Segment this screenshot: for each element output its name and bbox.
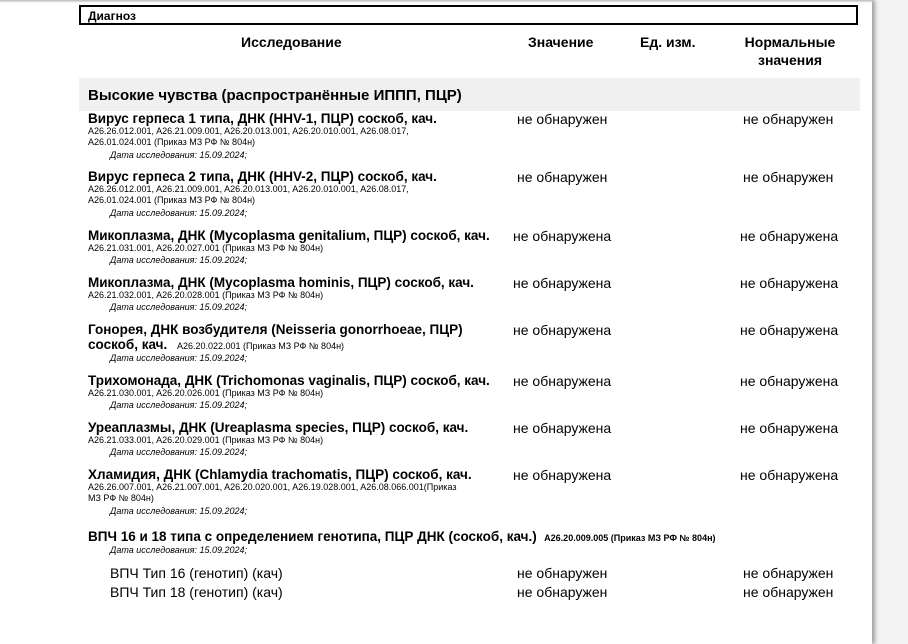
header-normal [734, 33, 846, 69]
test-normal: не обнаружена [740, 420, 839, 436]
test-name: Микоплазма, ДНК (Mycoplasma hominis, ПЦР) соскоб, кач. [88, 275, 474, 290]
header-value: Значение [528, 34, 594, 50]
test-value: не обнаружена [513, 228, 612, 244]
test-codes-cont: A26.01.024.001 (Приказ МЗ РФ № 804н) [88, 195, 256, 205]
test-date: Дата исследования: 15.09.2024; [110, 302, 248, 312]
header-study: Исследование [241, 34, 342, 50]
test-value: не обнаружена [513, 322, 612, 338]
test-normal: не обнаружена [740, 467, 839, 483]
header-unit: Ед. изм. [640, 34, 696, 50]
header-normal-line2: значения [758, 52, 822, 68]
test-codes: A26.21.033.001, A26.20.029.001 (Приказ МЗ РФ № 804н) [88, 435, 324, 445]
test-name: Вирус герпеса 1 типа, ДНК (HHV-1, ПЦР) соскоб, кач. [88, 111, 437, 126]
test-name-cont: соскоб, кач. [88, 337, 168, 352]
test-codes: A26.26.007.001, A26.21.007.001, A26.20.020.001, A26.19.028.001, A26.08.066.001(Приказ [88, 482, 457, 492]
hpv-subtest-value: не обнаружен [517, 565, 608, 581]
hpv-subtest-normal: не обнаружен [743, 565, 834, 581]
test-name: Трихомонада, ДНК (Trichomonas vaginalis, ПЦР) соскоб, кач. [88, 373, 490, 388]
test-codes: A26.21.030.001, A26.20.026.001 (Приказ МЗ РФ № 804н) [88, 388, 324, 398]
test-normal: не обнаружен [743, 169, 834, 185]
test-normal: не обнаружена [740, 228, 839, 244]
test-date: Дата исследования: 15.09.2024; [110, 447, 248, 457]
hpv-header [88, 528, 716, 546]
test-value: не обнаружена [513, 467, 612, 483]
test-value: не обнаружена [513, 420, 612, 436]
hpv-date: Дата исследования: 15.09.2024; [110, 545, 248, 555]
header-normal-line1: Нормальные [744, 34, 836, 50]
test-normal: не обнаружена [740, 275, 839, 291]
test-codes: A26.26.012.001, A26.21.009.001, A26.20.013.001, A26.20.010.001, A26.08.017, [88, 184, 409, 194]
hpv-subtest-name: ВПЧ Тип 16 (генотип) (кач) [110, 565, 283, 581]
test-codes: A26.26.012.001, A26.21.009.001, A26.20.013.001, A26.20.010.001, A26.08.017, [88, 126, 409, 136]
hpv-subtest-name: ВПЧ Тип 18 (генотип) (кач) [110, 584, 283, 600]
section-header [79, 78, 860, 111]
hpv-subtest-value: не обнаружен [517, 584, 608, 600]
test-date: Дата исследования: 15.09.2024; [110, 353, 248, 363]
test-codes-cont: A26.01.024.001 (Приказ МЗ РФ № 804н) [88, 137, 256, 147]
test-value: не обнаружен [517, 111, 608, 127]
section-title: Высокие чувства (распространённые ИППП, ПЦР) [88, 87, 462, 104]
test-date: Дата исследования: 15.09.2024; [110, 208, 248, 218]
test-normal: не обнаружена [740, 373, 839, 389]
test-value: не обнаружена [513, 275, 612, 291]
test-date: Дата исследования: 15.09.2024; [110, 400, 248, 410]
page-top-edge [0, 0, 872, 3]
test-date: Дата исследования: 15.09.2024; [110, 150, 248, 160]
test-name: Микоплазма, ДНК (Mycoplasma genitalium, ПЦР) соскоб, кач. [88, 228, 490, 243]
hpv-subtest-normal: не обнаружен [743, 584, 834, 600]
test-name: Уреаплазмы, ДНК (Ureaplasma species, ПЦР) соскоб, кач. [88, 420, 469, 435]
test-codes: A26.21.031.001, A26.20.027.001 (Приказ МЗ РФ № 804н) [88, 243, 324, 253]
test-normal: не обнаружена [740, 322, 839, 338]
test-codes: A26.20.022.001 (Приказ МЗ РФ № 804н) [177, 341, 345, 351]
diagnosis-label: Диагноз [88, 9, 136, 23]
test-normal: не обнаружен [743, 111, 834, 127]
test-name: Вирус герпеса 2 типа, ДНК (HHV-2, ПЦР) соскоб, кач. [88, 169, 437, 184]
diagnosis-box [79, 5, 858, 25]
test-codes-cont: МЗ РФ № 804н) [88, 493, 154, 503]
test-name: Хламидия, ДНК (Chlamydia trachomatis, ПЦР) соскоб, кач. [88, 467, 472, 482]
test-codes: A26.21.032.001, A26.20.028.001 (Приказ МЗ РФ № 804н) [88, 290, 324, 300]
test-value: не обнаружена [513, 373, 612, 389]
test-value: не обнаружен [517, 169, 608, 185]
test-date: Дата исследования: 15.09.2024; [110, 506, 248, 516]
test-name: Гонорея, ДНК возбудителя (Neisseria gonorrhoeae, ПЦР) [88, 322, 463, 337]
hpv-codes: A26.20.009.005 (Приказ МЗ РФ № 804н) [544, 533, 716, 543]
test-date: Дата исследования: 15.09.2024; [110, 255, 248, 265]
hpv-title: ВПЧ 16 и 18 типа с определением генотипа, ПЦР ДНК (соскоб, кач.) [88, 529, 537, 544]
